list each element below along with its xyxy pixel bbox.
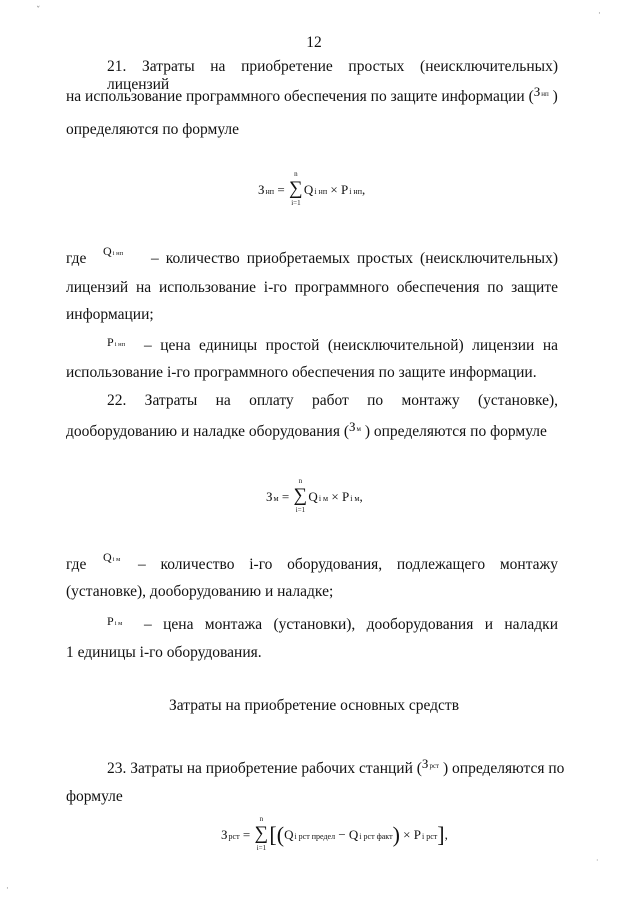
- def-4-line-2: 1 единицы i-го оборудования.: [66, 644, 262, 661]
- symbol-subscript: i нп: [114, 341, 126, 348]
- formula-q-actual-subscript: i рст факт: [359, 832, 393, 841]
- formula-p: P: [413, 827, 421, 842]
- formula-lhs-subscript: м: [273, 494, 279, 503]
- text-fragment: 23. Затраты на приобретение рабочих станций (: [107, 760, 422, 777]
- formula-q-subscript: i м: [318, 494, 329, 503]
- formula-2: [266, 477, 363, 514]
- paragraph-21-line-1: 21. Затраты на приобретение простых (неисключительных) лицензий: [107, 58, 558, 93]
- times-sign: ×: [330, 182, 338, 197]
- formula-1: [258, 170, 366, 207]
- scan-mark: ˇ: [36, 6, 41, 16]
- symbol-subscript: м: [356, 425, 361, 433]
- formula-q-limit: Q: [284, 827, 294, 842]
- symbol: P: [107, 614, 114, 628]
- symbol: З: [349, 419, 356, 434]
- equals-sign: =: [242, 827, 251, 842]
- formula-p-subscript: i рст: [421, 832, 438, 841]
- sum-symbol: n ∑ i=1: [289, 179, 303, 198]
- open-paren: (: [276, 822, 285, 847]
- def-2-line-1: – цена единицы простой (неисключительной) лицензии на: [144, 337, 558, 354]
- formula-q-limit-subscript: i рст предел: [294, 832, 336, 841]
- paragraph-22-line-2: [66, 419, 547, 441]
- def-1-line-2: лицензий на использование i-го программного обеспечения по защите: [66, 279, 558, 296]
- def-1-line-1: – количество приобретаемых простых (неисключительных): [151, 250, 558, 267]
- sum-lower-limit: i=1: [256, 844, 267, 852]
- symbol-subscript: рст: [429, 762, 440, 770]
- paragraph-22-line-1: 22. Затраты на оплату работ по монтажу (установке),: [107, 392, 558, 409]
- symbol-box: [107, 614, 122, 629]
- symbol-box: [103, 244, 123, 259]
- times-sign: ×: [331, 489, 339, 504]
- formula-lhs-subscript: нп: [265, 187, 275, 196]
- def-3-line-2: (установке), дооборудованию и наладке;: [66, 583, 334, 600]
- inline-symbol: [349, 418, 361, 436]
- def-1-symbol: [103, 243, 123, 259]
- formula-q: Q: [303, 182, 314, 197]
- def-1-line-3: информации;: [66, 306, 154, 323]
- open-bracket: [: [269, 822, 277, 847]
- symbol: З: [533, 84, 541, 99]
- paragraph-23-line-2: формуле: [66, 788, 123, 805]
- def-3-line-1: – количество i-го оборудования, подлежащего монтажу: [138, 556, 558, 573]
- minus-sign: −: [338, 827, 346, 842]
- def-1-where: где: [66, 250, 87, 267]
- paragraph-21-line-2: [66, 84, 558, 106]
- def-2-symbol: [107, 334, 125, 350]
- sum-upper-limit: n: [298, 477, 303, 485]
- formula-end: ,: [359, 489, 363, 504]
- sum-lower-limit: i=1: [295, 506, 306, 514]
- equals-sign: =: [281, 489, 290, 504]
- formula-lhs: З: [221, 827, 228, 842]
- formula-q-actual: Q: [348, 827, 359, 842]
- def-2-line-2: использование i-го программного обеспечения по защите информации.: [66, 364, 537, 381]
- def-3-where: где: [66, 556, 87, 573]
- formula-3: [221, 815, 448, 852]
- formula-p-subscript: i нп: [349, 187, 362, 196]
- formula-q-subscript: i нп: [314, 187, 328, 196]
- sum-lower-limit: i=1: [291, 199, 301, 207]
- scan-mark: ·: [598, 9, 601, 19]
- close-paren: ): [392, 822, 400, 847]
- def-4-symbol: [107, 613, 122, 629]
- symbol: Q: [103, 244, 112, 258]
- section-heading: Затраты на приобретение основных средств: [168, 697, 460, 714]
- formula-end: ,: [444, 827, 448, 842]
- formula-p: P: [341, 489, 350, 504]
- page-number: 12: [306, 34, 322, 51]
- text-fragment: ) определяются по формуле: [364, 423, 547, 440]
- symbol: P: [107, 335, 114, 349]
- text-fragment: ): [552, 88, 558, 105]
- text-fragment: на использование программного обеспечения по защите информации (: [66, 88, 534, 105]
- sum-upper-limit: n: [294, 170, 298, 178]
- formula-p-subscript: i м: [350, 494, 360, 503]
- formula-lhs: З: [258, 182, 265, 197]
- symbol: З: [421, 756, 429, 771]
- equals-sign: =: [277, 182, 285, 197]
- def-3-symbol: [103, 549, 120, 565]
- paragraph-23-line-1: [107, 756, 565, 778]
- scan-mark: ·: [596, 856, 599, 865]
- symbol-box: [103, 550, 120, 565]
- times-sign: ×: [403, 827, 411, 842]
- def-4-line-1: – цена монтажа (установки), дооборудования и наладки: [144, 616, 558, 633]
- formula-end: ,: [361, 182, 366, 197]
- text-fragment: ) определяются по: [442, 760, 565, 777]
- symbol-subscript: i м: [112, 556, 121, 563]
- symbol-subscript: i м: [114, 620, 123, 627]
- inline-symbol: [534, 83, 549, 101]
- text-fragment: дооборудованию и наладке оборудования (: [66, 423, 349, 440]
- close-bracket: ]: [437, 822, 445, 847]
- symbol-box: [107, 335, 125, 350]
- sum-symbol: n ∑ i=1: [293, 486, 307, 505]
- scan-mark: ·: [6, 884, 9, 894]
- formula-lhs-subscript: рст: [228, 832, 240, 841]
- symbol-subscript: i нп: [112, 250, 124, 257]
- paragraph-21-line-3: определяются по формуле: [66, 121, 240, 138]
- inline-symbol: [422, 755, 439, 773]
- formula-p: P: [340, 182, 349, 197]
- sum-symbol: n ∑ i=1: [254, 824, 268, 843]
- formula-lhs: З: [266, 489, 273, 504]
- formula-q: Q: [308, 489, 318, 504]
- sum-upper-limit: n: [259, 815, 264, 823]
- symbol: Q: [103, 550, 112, 564]
- symbol-subscript: нп: [541, 90, 549, 98]
